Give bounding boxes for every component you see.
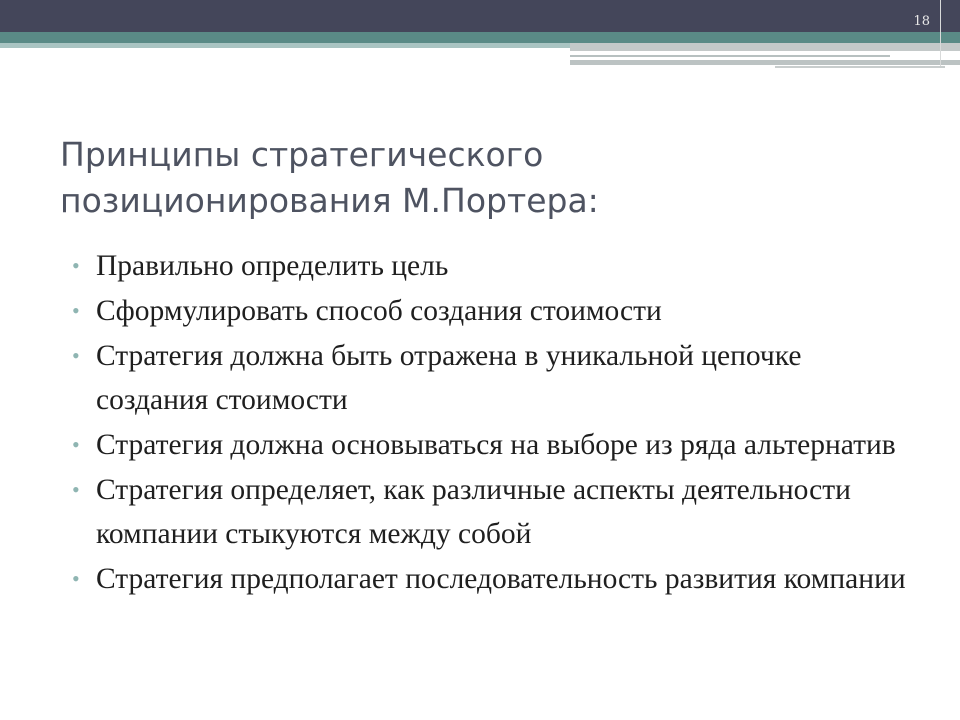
header-band-teal — [0, 32, 960, 43]
header-divider — [940, 0, 941, 66]
bullet-item: • Стратегия предполагает последовательность развития компании — [72, 557, 912, 601]
slide-title — [60, 132, 920, 224]
slide-title-line: Принципы стратегического — [60, 135, 544, 174]
header-band-dark — [0, 0, 960, 32]
header-stripe — [570, 43, 960, 51]
bullet-item: • Правильно определить цель — [72, 244, 912, 288]
header-band-light — [0, 43, 570, 48]
header-stripe — [570, 60, 960, 65]
slide-title-line: позиционирования М.Портера: — [60, 181, 599, 220]
page-number: 18 — [913, 14, 930, 29]
bullet-item: • Стратегия должна быть отражена в уникальной цепочке создания стоимости — [72, 334, 912, 422]
bullet-item: • Стратегия определяет, как различные аспекты деятельности компании стыкуются между собой — [72, 468, 912, 556]
header-stripe-line — [570, 55, 890, 57]
bullet-item: • Стратегия должна основываться на выборе из ряда альтернатив — [72, 423, 912, 467]
bullet-item: • Сформулировать способ создания стоимости — [72, 289, 912, 333]
bullet-list — [72, 244, 912, 602]
header-stripe-line — [775, 66, 945, 68]
